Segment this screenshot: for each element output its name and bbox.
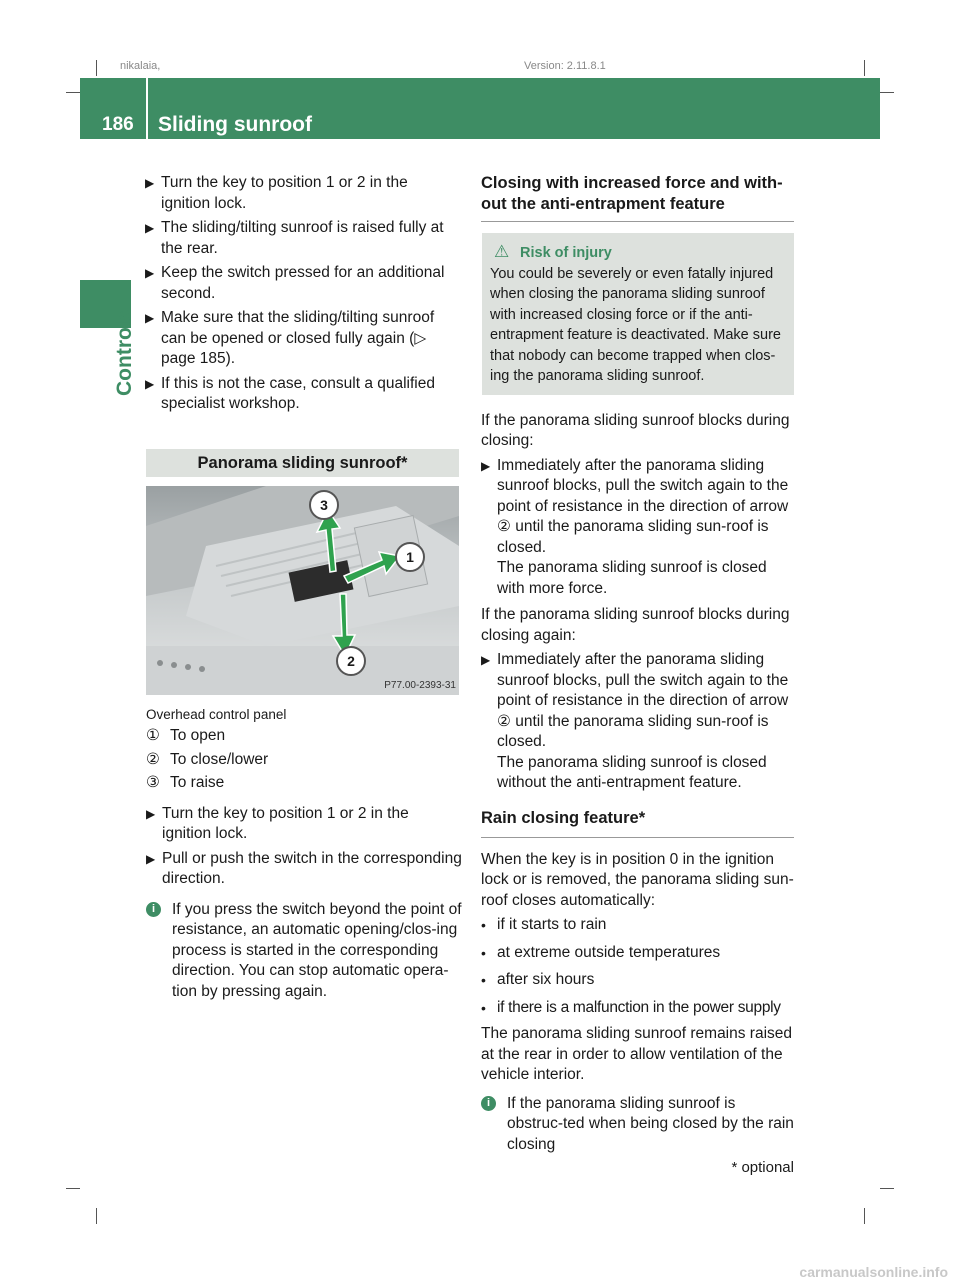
warning-triangle-icon: ⚠ xyxy=(494,242,510,261)
left-column-lower xyxy=(146,706,462,1002)
paragraph: The panorama sliding sunroof remains raised at the rear in order to allow ventilation of the vehicle interior. xyxy=(481,1025,793,1083)
crop-mark xyxy=(880,1188,894,1189)
section-tab-label: Controls xyxy=(113,309,136,396)
step-item: ▶ Immediately after the panorama sliding sunroof blocks, pull the switch again to the point of resistance in the direction of arrow ② until the panorama sliding sun-roof is closed. xyxy=(481,651,789,750)
step-arrow-icon: ▶ xyxy=(145,376,155,391)
photo-code: P77.00-2393-31 xyxy=(384,680,456,691)
step-item: ▶ Keep the switch pressed for an additional second. xyxy=(145,264,445,302)
step-item: ▶ Pull or push the switch in the corresponding direction. xyxy=(146,849,462,887)
bullet-item: • if there is a malfunction in the power supply xyxy=(481,998,781,1016)
header-meta-left: nikalaia, xyxy=(120,60,161,72)
left-steps-top xyxy=(145,173,461,419)
closing-heading: Closing with increased force and with-out the anti-entrapment feature xyxy=(481,174,783,213)
paragraph: If the panorama sliding sunroof blocks during closing: xyxy=(481,411,790,449)
callout-3: 3 xyxy=(309,490,339,520)
header-meta-right: Version: 2.11.8.1 xyxy=(524,60,606,72)
info-icon: i xyxy=(481,1096,496,1111)
right-column xyxy=(481,173,794,1155)
warning-box xyxy=(482,233,794,395)
crop-mark xyxy=(66,1188,80,1189)
heading-rule xyxy=(481,837,794,838)
crop-mark xyxy=(96,1208,97,1224)
step-item: ▶ Immediately after the panorama sliding sunroof blocks, pull the switch again to the point of resistance in the direction of arrow ② until the panorama sliding sun-roof is closed. xyxy=(481,456,789,556)
page-number: 186 xyxy=(102,114,134,135)
step-arrow-icon: ▶ xyxy=(146,806,156,821)
step-arrow-icon: ▶ xyxy=(145,266,155,280)
bullet-item: • if it starts to rain xyxy=(481,916,607,933)
legend-item: ② To close/lower xyxy=(146,750,269,768)
crop-mark xyxy=(864,1208,865,1224)
header-divider xyxy=(146,78,148,139)
step-item: ▶ The sliding/tilting sunroof is raised fully at the rear. xyxy=(145,219,444,257)
image-caption: Overhead control panel xyxy=(146,707,287,722)
step-result: The panorama sliding sunroof is closed without the anti-entrapment feature. xyxy=(497,753,767,791)
paragraph: If the panorama sliding sunroof blocks during closing again: xyxy=(481,606,790,644)
crop-mark xyxy=(864,60,865,76)
watermark: carmanualsonline.info xyxy=(799,1264,948,1280)
bullet-item: • after six hours xyxy=(481,971,595,988)
step-arrow-icon: ▶ xyxy=(145,221,155,235)
info-note: i If you press the switch beyond the point of resistance, an automatic opening/clos-ing process is started in the corresponding direction. You can stop automatic opera-tion by pressing again. xyxy=(146,900,462,1003)
bullet-item: • at extreme outside temperatures xyxy=(481,943,721,961)
legend-item: ③ To raise xyxy=(146,774,225,791)
step-result: The panorama sliding sunroof is closed with more force. xyxy=(497,559,767,597)
info-icon: i xyxy=(146,902,161,917)
step-arrow-icon: ▶ xyxy=(146,851,156,866)
overhead-control-panel-image xyxy=(146,486,459,695)
panorama-heading-box xyxy=(146,449,459,477)
step-item: ▶ Turn the key to position 1 or 2 in the ignition lock. xyxy=(145,174,408,212)
step-item: ▶ If this is not the case, consult a qualified specialist workshop. xyxy=(145,374,435,412)
step-item: ▶ Turn the key to position 1 or 2 in the ignition lock. xyxy=(146,804,409,842)
callout-2: 2 xyxy=(336,646,366,676)
panorama-heading: Panorama sliding sunroof* xyxy=(197,454,408,472)
step-item: ▶ Make sure that the sliding/tilting sunroof can be opened or closed fully again (▷ page 185). xyxy=(145,309,435,367)
overhead-panel-illustration xyxy=(146,486,459,695)
step-arrow-icon: ▶ xyxy=(481,653,491,667)
page-title: Sliding sunroof xyxy=(158,113,312,136)
warning-text: You could be severely or even fatally injured when closing the panorama sliding sunroof with increased closing force or if the anti-entrapment feature is deactivated. Make sure that nobody can become trapped when clos-ing the panorama sliding sunroof. xyxy=(490,265,781,384)
heading-rule xyxy=(481,221,794,222)
legend-item: ① To open xyxy=(146,727,226,744)
crop-mark xyxy=(66,92,80,93)
step-arrow-icon: ▶ xyxy=(145,311,155,325)
warning-title: Risk of injury xyxy=(520,245,612,261)
rain-heading: Rain closing feature* xyxy=(481,808,646,827)
info-note: i If the panorama sliding sunroof is obstruc-ted when being closed by the rain closing xyxy=(481,1094,794,1156)
crop-mark xyxy=(880,92,894,93)
step-arrow-icon: ▶ xyxy=(481,458,491,473)
rain-intro: When the key is in position 0 in the ignition lock or is removed, the panorama sliding sun-roof closes automatically: xyxy=(481,850,794,909)
footer-note: * optional xyxy=(731,1159,794,1176)
crop-mark xyxy=(96,60,97,76)
callout-1: 1 xyxy=(395,542,425,572)
step-arrow-icon: ▶ xyxy=(145,176,155,190)
